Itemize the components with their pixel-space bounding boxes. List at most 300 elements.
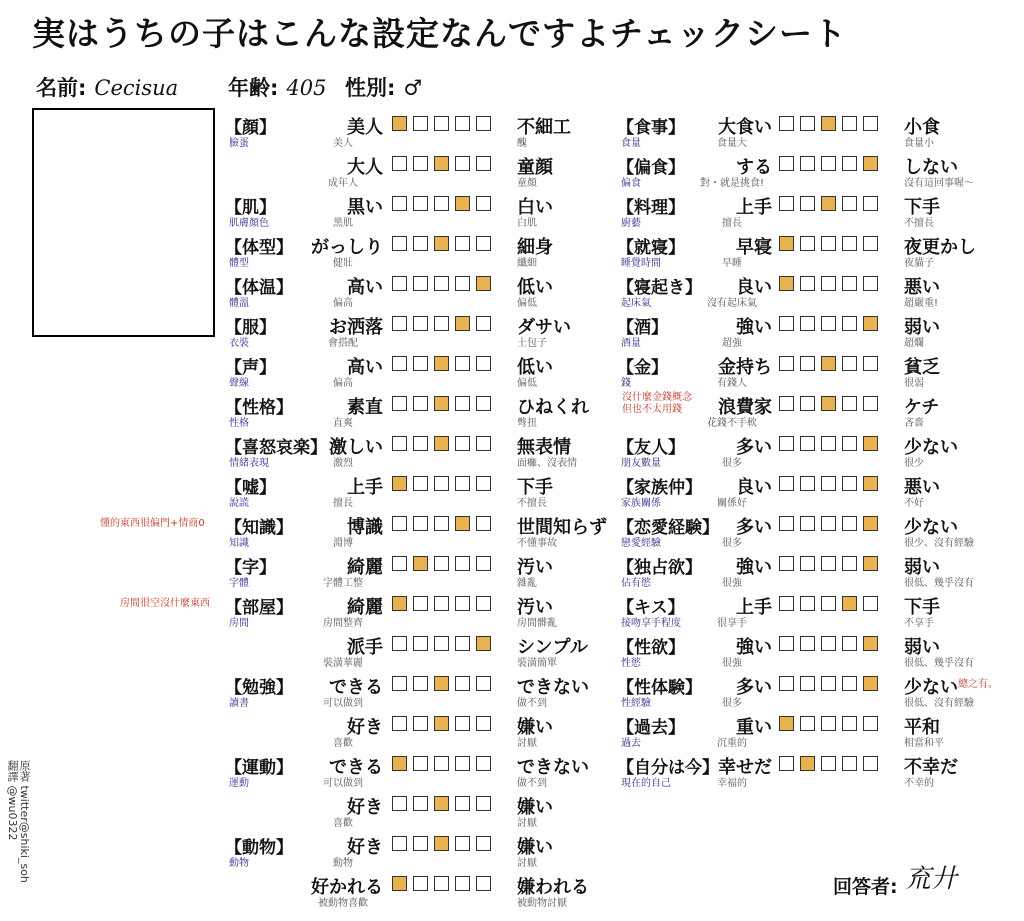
- rating-box: [434, 596, 449, 611]
- left-option: 博識: [347, 517, 383, 538]
- rating-box: [842, 396, 857, 411]
- rating-box: [821, 596, 836, 611]
- rating-box-checked: [455, 316, 470, 331]
- rating-box: [413, 796, 428, 811]
- checklist-row: [617, 432, 1017, 472]
- rating-box: [842, 716, 857, 731]
- left-option-translation: 擅長: [333, 498, 353, 509]
- category-label: 【性体験】: [617, 678, 702, 698]
- rating-box: [434, 756, 449, 771]
- note-sex: 總之有。: [958, 679, 998, 690]
- right-option: 少ない: [904, 437, 958, 458]
- category-translation: 動物: [229, 858, 249, 869]
- right-option: 弱い: [904, 317, 940, 338]
- rating-box: [821, 476, 836, 491]
- gender-label: 性別:: [345, 76, 396, 100]
- rating-scale: [392, 356, 491, 371]
- rating-box: [413, 356, 428, 371]
- rating-box: [434, 636, 449, 651]
- category-label: 【金】: [617, 358, 668, 378]
- right-option-translation: 不擅長: [904, 218, 934, 229]
- rating-scale: [779, 236, 878, 251]
- rating-scale: [392, 556, 491, 571]
- left-option: 浪費家: [718, 397, 772, 418]
- rating-scale: [779, 356, 878, 371]
- rating-box: [800, 196, 815, 211]
- checklist-row: [617, 752, 1017, 792]
- category-translation: 現在的自己: [621, 778, 671, 789]
- left-option-translation: 早睡: [722, 258, 742, 269]
- left-option: 激しい: [329, 437, 383, 458]
- left-option-translation: 美人: [333, 138, 353, 149]
- rating-box-checked: [476, 636, 491, 651]
- right-option: 無表情: [517, 437, 571, 458]
- category-translation: 錢: [621, 378, 631, 389]
- right-option: 童顔: [517, 157, 553, 178]
- rating-scale: [392, 316, 491, 331]
- left-option-translation: 花錢不手軟: [707, 418, 757, 429]
- rating-box-checked: [863, 676, 878, 691]
- rating-scale: [392, 436, 491, 451]
- rating-box: [863, 756, 878, 771]
- rating-box-checked: [821, 356, 836, 371]
- rating-scale: [392, 716, 491, 731]
- rating-box-checked: [434, 796, 449, 811]
- checklist-row: [617, 592, 1017, 632]
- right-option-translation: 很低、沒有經驗: [904, 698, 974, 709]
- checklist-row: [617, 272, 1017, 312]
- rating-box: [455, 116, 470, 131]
- checklist-row: [225, 272, 625, 312]
- rating-box: [413, 396, 428, 411]
- rating-box: [800, 516, 815, 531]
- right-option: 低い: [517, 277, 553, 298]
- credit-line-1: 原著 twitter@shiki_soh: [18, 760, 31, 883]
- category-translation: 戀愛經驗: [621, 538, 661, 549]
- left-option: 重い: [736, 717, 772, 738]
- right-option-translation: 不幸的: [904, 778, 934, 789]
- rating-box-checked: [863, 636, 878, 651]
- right-option: 嫌い: [517, 717, 553, 738]
- category-translation: 廚藝: [621, 218, 641, 229]
- checklist-row: [225, 312, 625, 352]
- category-translation: 食量: [621, 138, 641, 149]
- rating-box: [434, 876, 449, 891]
- rating-box: [413, 236, 428, 251]
- rating-scale: [392, 236, 491, 251]
- rating-box: [800, 676, 815, 691]
- left-option: 綺麗: [347, 557, 383, 578]
- category-label: 【嘘】: [225, 478, 276, 498]
- rating-box: [392, 636, 407, 651]
- left-option: 好き: [347, 797, 383, 818]
- rating-box: [863, 196, 878, 211]
- category-translation: 睡覺時間: [621, 258, 661, 269]
- right-option: 汚い: [517, 557, 553, 578]
- left-option-translation: 食量大: [717, 138, 747, 149]
- note-knowledge: 懂的東西很偏門+情商0: [100, 518, 205, 529]
- rating-box: [800, 396, 815, 411]
- category-label: 【声】: [225, 358, 276, 378]
- rating-box: [842, 516, 857, 531]
- rating-box: [476, 156, 491, 171]
- right-option-translation: 被動物討厭: [517, 898, 567, 909]
- right-option: しない: [904, 157, 958, 178]
- right-option-translation: 面癱、沒表情: [517, 458, 577, 469]
- rating-box: [455, 676, 470, 691]
- checklist-row: [617, 512, 1017, 552]
- rating-box: [842, 196, 857, 211]
- category-label: 【料理】: [617, 198, 685, 218]
- rating-box-checked: [455, 196, 470, 211]
- credit-line-2: 翻譯 @wu0322: [6, 760, 19, 841]
- rating-box: [800, 476, 815, 491]
- rating-box: [842, 316, 857, 331]
- rating-scale: [779, 396, 878, 411]
- rating-scale: [392, 196, 491, 211]
- rating-box: [413, 196, 428, 211]
- right-option: ひねくれ: [517, 397, 589, 418]
- rating-scale: [392, 116, 491, 131]
- rating-box: [455, 356, 470, 371]
- rating-box: [476, 556, 491, 571]
- category-translation: 性經驗: [621, 698, 651, 709]
- checklist-row: [225, 472, 625, 512]
- rating-box-checked: [863, 556, 878, 571]
- rating-box-checked: [863, 476, 878, 491]
- rating-box: [455, 836, 470, 851]
- rating-box-checked: [821, 396, 836, 411]
- left-option-translation: 直爽: [333, 418, 353, 429]
- category-label: 【服】: [225, 318, 276, 338]
- name-value: Cecisua: [94, 76, 179, 100]
- rating-box: [779, 196, 794, 211]
- rating-box-checked: [821, 116, 836, 131]
- rating-box: [413, 156, 428, 171]
- rating-scale: [779, 596, 878, 611]
- rating-box: [842, 556, 857, 571]
- rating-scale: [392, 836, 491, 851]
- translator-credit: [6, 760, 30, 883]
- category-label: 【友人】: [617, 438, 685, 458]
- rating-box-checked: [863, 156, 878, 171]
- left-option-translation: 關係好: [717, 498, 747, 509]
- right-option: ダサい: [517, 317, 571, 338]
- right-option-translation: 很低、幾乎沒有: [904, 658, 974, 669]
- right-option-translation: 討厭: [517, 858, 537, 869]
- right-option-translation: 不懂事故: [517, 538, 557, 549]
- left-option: 大食い: [718, 117, 772, 138]
- rating-box-checked: [434, 156, 449, 171]
- rating-box: [821, 516, 836, 531]
- category-label: 【偏食】: [617, 158, 685, 178]
- rating-box-checked: [779, 236, 794, 251]
- rating-box: [392, 276, 407, 291]
- category-label: 【性格】: [225, 398, 293, 418]
- rating-box: [842, 156, 857, 171]
- rating-box: [455, 276, 470, 291]
- rating-box-checked: [842, 596, 857, 611]
- rating-box-checked: [434, 436, 449, 451]
- right-option-translation: 夜貓子: [904, 258, 934, 269]
- checklist-row: [225, 592, 625, 632]
- category-translation: 過去: [621, 738, 641, 749]
- left-option-translation: 成年人: [328, 178, 358, 189]
- category-label: 【体型】: [225, 238, 293, 258]
- left-option-translation: 超強: [722, 338, 742, 349]
- category-label: 【体温】: [225, 278, 293, 298]
- right-option-translation: 做不到: [517, 698, 547, 709]
- checklist-row: [617, 112, 1017, 152]
- category-translation: 說謊: [229, 498, 249, 509]
- rating-box: [455, 396, 470, 411]
- category-label: 【字】: [225, 558, 276, 578]
- rating-scale: [392, 276, 491, 291]
- rating-scale: [779, 516, 878, 531]
- category-label: 【寝起き】: [617, 278, 702, 298]
- rating-box: [476, 876, 491, 891]
- rating-box: [476, 756, 491, 771]
- portrait-frame: [32, 108, 215, 337]
- rating-box: [455, 476, 470, 491]
- rating-box-checked: [434, 396, 449, 411]
- left-option-translation: 裝潢華麗: [323, 658, 363, 669]
- left-option-translation: 很強: [722, 658, 742, 669]
- rating-box: [863, 716, 878, 731]
- category-label: 【喜怒哀楽】: [225, 438, 327, 458]
- right-option-translation: 偏低: [517, 298, 537, 309]
- left-option-translation: 幸福的: [717, 778, 747, 789]
- rating-box: [392, 716, 407, 731]
- right-option-translation: 很少: [904, 458, 924, 469]
- rating-box: [842, 276, 857, 291]
- rating-scale: [779, 636, 878, 651]
- rating-box-checked: [434, 356, 449, 371]
- rating-box: [455, 596, 470, 611]
- checklist-row: [617, 312, 1017, 352]
- left-option-translation: 喜歡: [333, 818, 353, 829]
- rating-box: [476, 596, 491, 611]
- left-option-translation: 對・就是挑食!: [699, 178, 764, 189]
- right-option-translation: 討厭: [517, 738, 537, 749]
- rating-box-checked: [434, 676, 449, 691]
- rating-box: [842, 116, 857, 131]
- age-label: 年齢:: [228, 76, 279, 100]
- rating-box: [455, 716, 470, 731]
- rating-scale: [392, 756, 491, 771]
- left-option: 上手: [347, 477, 383, 498]
- rating-box: [842, 676, 857, 691]
- left-option-translation: 健壯: [333, 258, 353, 269]
- checklist-row: [225, 832, 625, 872]
- rating-box: [779, 116, 794, 131]
- rating-box: [779, 476, 794, 491]
- right-option-translation: 超嚴重!: [904, 298, 939, 309]
- right-option: 少ない: [904, 677, 958, 698]
- page-title: 実はうちの子はこんな設定なんですよチェックシート: [32, 14, 848, 53]
- left-option: 良い: [736, 477, 772, 498]
- rating-box: [392, 516, 407, 531]
- left-option: 好かれる: [311, 877, 383, 898]
- rating-box: [392, 156, 407, 171]
- rating-box: [476, 436, 491, 451]
- rating-box: [863, 596, 878, 611]
- right-option-translation: 吝嗇: [904, 418, 924, 429]
- left-option-translation: 被動物喜歡: [318, 898, 368, 909]
- rating-box: [392, 196, 407, 211]
- answerer-signature: 㐬廾: [905, 864, 958, 894]
- right-option: 悪い: [904, 277, 940, 298]
- rating-box: [800, 356, 815, 371]
- rating-box: [821, 716, 836, 731]
- rating-scale: [779, 476, 878, 491]
- rating-box: [800, 436, 815, 451]
- left-option: 綺麗: [347, 597, 383, 618]
- rating-box: [863, 356, 878, 371]
- rating-box: [476, 476, 491, 491]
- rating-box: [779, 396, 794, 411]
- category-translation: 情緒表現: [229, 458, 269, 469]
- right-option-translation: 醜: [517, 138, 527, 149]
- left-option: 美人: [347, 117, 383, 138]
- right-option: シンプル: [517, 637, 588, 658]
- rating-box-checked: [392, 116, 407, 131]
- right-option-translation: 很少、沒有經驗: [904, 538, 974, 549]
- note-money-2: 但也不太用錢: [622, 404, 682, 415]
- right-option: 嫌い: [517, 837, 553, 858]
- category-label: 【食事】: [617, 118, 685, 138]
- left-option: できる: [329, 677, 383, 698]
- rating-box: [800, 116, 815, 131]
- rating-box: [455, 636, 470, 651]
- category-translation: 運動: [229, 778, 249, 789]
- checklist-row: [617, 232, 1017, 272]
- rating-box-checked: [392, 476, 407, 491]
- rating-scale: [779, 556, 878, 571]
- checklist-row: [225, 752, 625, 792]
- rating-box: [413, 276, 428, 291]
- right-option-translation: 相當和平: [904, 738, 944, 749]
- age-field: [228, 72, 327, 102]
- category-translation: 衣裝: [229, 338, 249, 349]
- rating-box-checked: [434, 236, 449, 251]
- rating-scale: [392, 796, 491, 811]
- rating-scale: [779, 716, 878, 731]
- rating-box: [842, 756, 857, 771]
- rating-box: [392, 796, 407, 811]
- checklist-row: [617, 152, 1017, 192]
- rating-box: [821, 556, 836, 571]
- rating-box: [863, 116, 878, 131]
- rating-box: [842, 356, 857, 371]
- left-option-translation: 很強: [722, 578, 742, 589]
- rating-box: [392, 836, 407, 851]
- left-option-translation: 動物: [333, 858, 353, 869]
- category-translation: 字體: [229, 578, 249, 589]
- left-option: 黒い: [347, 197, 383, 218]
- gender-field: [345, 72, 422, 102]
- left-option-translation: 激烈: [333, 458, 353, 469]
- left-option: 強い: [736, 637, 772, 658]
- right-option: 夜更かし: [904, 237, 976, 258]
- category-translation: 接吻享手程度: [621, 618, 681, 629]
- rating-scale: [779, 116, 878, 131]
- name-field: [36, 72, 178, 102]
- left-option-translation: 擅長: [722, 218, 742, 229]
- rating-box: [455, 236, 470, 251]
- right-option: 下手: [904, 197, 940, 218]
- rating-box-checked: [392, 596, 407, 611]
- checklist-row: [225, 672, 625, 712]
- right-option: できない: [517, 757, 589, 778]
- left-option-translation: 很多: [722, 698, 742, 709]
- rating-scale: [392, 156, 491, 171]
- left-option: 高い: [347, 277, 383, 298]
- left-option-translation: 偏高: [333, 298, 353, 309]
- category-translation: 佔有慾: [621, 578, 651, 589]
- rating-scale: [392, 676, 491, 691]
- right-option: ケチ: [904, 397, 940, 418]
- rating-scale: [779, 276, 878, 291]
- rating-box: [800, 596, 815, 611]
- rating-box: [455, 876, 470, 891]
- rating-box: [821, 676, 836, 691]
- rating-box: [413, 436, 428, 451]
- rating-box: [455, 796, 470, 811]
- rating-box: [413, 316, 428, 331]
- right-option-translation: 不好: [904, 498, 924, 509]
- category-label: 【独占欲】: [617, 558, 702, 578]
- rating-box: [413, 836, 428, 851]
- left-option: 幸せだ: [718, 757, 772, 778]
- checklist-row: [617, 712, 1017, 752]
- rating-box: [434, 516, 449, 531]
- rating-box: [842, 436, 857, 451]
- rating-scale: [392, 596, 491, 611]
- rating-box: [413, 116, 428, 131]
- checklist-row: [225, 792, 625, 832]
- left-option: 強い: [736, 557, 772, 578]
- rating-box: [434, 196, 449, 211]
- rating-box: [392, 356, 407, 371]
- left-option: 素直: [347, 397, 383, 418]
- left-option: 良い: [736, 277, 772, 298]
- rating-box: [413, 596, 428, 611]
- category-label: 【部屋】: [225, 598, 293, 618]
- left-option: 多い: [736, 517, 772, 538]
- right-option: 嫌われる: [517, 877, 589, 898]
- gender-value: ♂: [403, 76, 423, 100]
- rating-box-checked: [779, 276, 794, 291]
- category-translation: 朋友數量: [621, 458, 661, 469]
- right-option: 悪い: [904, 477, 940, 498]
- rating-box: [800, 276, 815, 291]
- rating-box-checked: [800, 756, 815, 771]
- rating-box: [476, 316, 491, 331]
- rating-box: [434, 116, 449, 131]
- right-option: 低い: [517, 357, 553, 378]
- checklist-row: [617, 552, 1017, 592]
- name-label: 名前:: [36, 76, 87, 100]
- left-option: 早寝: [736, 237, 772, 258]
- checklist-row: [225, 352, 625, 392]
- rating-box: [476, 116, 491, 131]
- rating-box: [476, 716, 491, 731]
- right-option: 弱い: [904, 557, 940, 578]
- left-option-translation: 偏高: [333, 378, 353, 389]
- rating-box: [392, 316, 407, 331]
- category-label: 【酒】: [617, 318, 668, 338]
